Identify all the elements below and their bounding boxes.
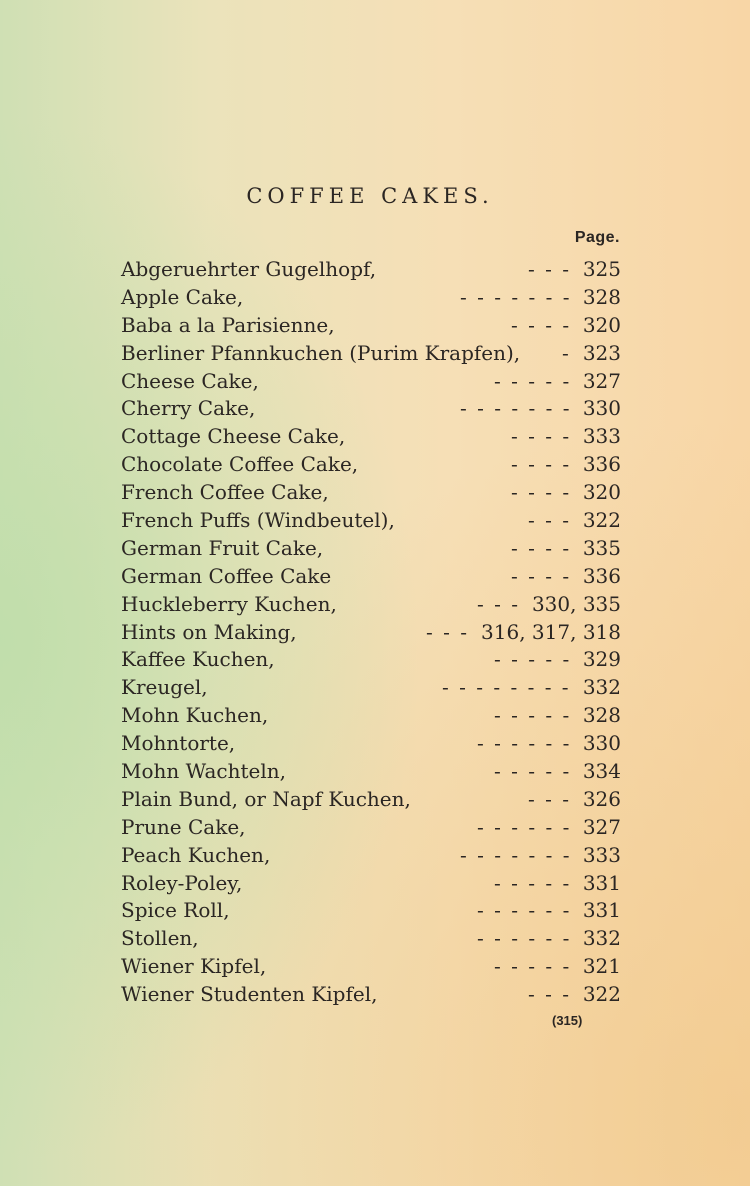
entry-page-number: 320 <box>582 312 621 337</box>
dot-leader: - - - - - <box>494 368 572 393</box>
entry-name: Cottage Cheese Cake, <box>121 424 346 449</box>
dot-leader: - - - - <box>511 452 572 477</box>
entry-page-number: 334 <box>582 759 621 784</box>
index-entry <box>121 953 621 981</box>
entry-name: Cherry Cake, <box>121 396 256 421</box>
entry-page-number: 336 <box>582 452 621 477</box>
entry-page-number: 327 <box>582 814 621 839</box>
index-entry <box>121 730 621 758</box>
index-entry <box>121 870 621 898</box>
entry-name: French Coffee Cake, <box>121 480 329 505</box>
entry-name: Berliner Pfannkuchen (Purim Krapfen), <box>121 340 521 365</box>
entry-name: Mohntorte, <box>121 731 236 756</box>
dot-leader: - - - - <box>511 563 572 588</box>
entry-page-number: 323 <box>582 340 621 365</box>
entry-name: German Coffee Cake <box>121 563 332 588</box>
entry-page-number: 326 <box>582 786 621 811</box>
entry-page-number: 331 <box>582 870 621 895</box>
dot-leader: - - - - <box>511 424 572 449</box>
entry-name: Roley-Poley, <box>121 870 243 895</box>
dot-leader: - - - - <box>511 535 572 560</box>
section-title: COFFEE CAKES. <box>246 184 494 208</box>
index-entry <box>121 563 621 591</box>
dot-leader: - - - - - - - <box>460 284 572 309</box>
entry-name: German Fruit Cake, <box>121 535 324 560</box>
entry-name: Hints on Making, <box>121 619 297 644</box>
entry-page-number: 333 <box>582 424 621 449</box>
entry-page-number: 332 <box>582 675 621 700</box>
index-entry <box>121 256 621 284</box>
index-entry <box>121 479 621 507</box>
dot-leader: - - - <box>477 591 520 616</box>
index-entry <box>121 646 621 674</box>
dot-leader: - - - - - - <box>477 926 572 951</box>
dot-leader: - - - <box>426 619 469 644</box>
index-entry <box>121 368 621 396</box>
entry-page-number: 335 <box>582 535 621 560</box>
dot-leader: - - - - - <box>494 647 572 672</box>
dot-leader: - - - - - <box>494 759 572 784</box>
index-entry <box>121 897 621 925</box>
index-entry <box>121 925 621 953</box>
entry-page-number: 329 <box>582 647 621 672</box>
entry-name: Mohn Wachteln, <box>121 759 286 784</box>
dot-leader: - - - - - - <box>477 814 572 839</box>
dot-leader: - - - - - - <box>477 898 572 923</box>
entry-page-number: 336 <box>582 563 621 588</box>
entry-page-number: 325 <box>582 257 621 281</box>
entry-page-number: 331 <box>582 898 621 923</box>
dot-leader: - - - - - <box>494 703 572 728</box>
entry-name: Peach Kuchen, <box>121 842 271 867</box>
index-entry <box>121 619 621 647</box>
entry-name: Mohn Kuchen, <box>121 703 269 728</box>
dot-leader: - - - <box>528 786 571 811</box>
entry-name: Spice Roll, <box>121 898 230 923</box>
entry-page-number: 321 <box>582 954 621 979</box>
entry-name: Wiener Studenten Kipfel, <box>121 982 378 1007</box>
entry-name: Kaffee Kuchen, <box>121 647 275 672</box>
entry-name: Abgeruehrter Gugelhopf, <box>121 257 377 281</box>
dot-leader: - - - - - <box>494 954 572 979</box>
index-entry <box>121 814 621 842</box>
index-entry <box>121 758 621 786</box>
entry-page-number: 330 <box>582 731 621 756</box>
entry-page-number: 320 <box>582 480 621 505</box>
dot-leader: - - - - - - - - <box>442 675 571 700</box>
dot-leader: - - - <box>528 982 571 1007</box>
page-number: (315) <box>552 1013 583 1028</box>
dot-leader: - <box>562 340 571 365</box>
entry-name: Prune Cake, <box>121 814 246 839</box>
index-entry <box>121 702 621 730</box>
dot-leader: - - - - - - - <box>460 842 572 867</box>
index-entry <box>121 507 621 535</box>
index-entry <box>121 284 621 312</box>
index-entry <box>121 340 621 368</box>
index-entry <box>121 842 621 870</box>
index-entry <box>121 786 621 814</box>
entry-page-number: 328 <box>582 284 621 309</box>
index-entry <box>121 451 621 479</box>
entry-name: Baba a la Parisienne, <box>121 312 335 337</box>
entry-page-number: 333 <box>582 842 621 867</box>
index-entry <box>121 312 621 340</box>
entry-page-number: 322 <box>582 982 621 1007</box>
entry-page-number: 322 <box>582 508 621 533</box>
dot-leader: - - - - <box>511 312 572 337</box>
index-entry <box>121 395 621 423</box>
dot-leader: - - - - - - <box>477 731 572 756</box>
entry-name: Kreugel, <box>121 675 208 700</box>
entry-page-number: 327 <box>582 368 621 393</box>
entry-name: Cheese Cake, <box>121 368 259 393</box>
dot-leader: - - - - - - - <box>460 396 572 421</box>
entry-page-number: 332 <box>582 926 621 951</box>
entry-name: French Puffs (Windbeutel), <box>121 508 395 533</box>
index-list <box>121 256 621 1009</box>
entry-page-number: 316, 317, 318 <box>481 619 621 644</box>
dot-leader: - - - <box>528 508 571 533</box>
entry-name: Stollen, <box>121 926 199 951</box>
page-column-header: Page. <box>574 229 620 246</box>
entry-page-number: 328 <box>582 703 621 728</box>
entry-name: Chocolate Coffee Cake, <box>121 452 359 477</box>
entry-name: Wiener Kipfel, <box>121 954 267 979</box>
index-entry <box>121 591 621 619</box>
dot-leader: - - - <box>528 257 571 281</box>
dot-leader: - - - - - <box>494 870 572 895</box>
index-entry <box>121 423 621 451</box>
index-entry <box>121 674 621 702</box>
entry-page-number: 330 <box>582 396 621 421</box>
entry-page-number: 330, 335 <box>531 591 621 616</box>
index-entry <box>121 535 621 563</box>
entry-name: Apple Cake, <box>121 284 244 309</box>
index-entry <box>121 981 621 1009</box>
dot-leader: - - - - <box>511 480 572 505</box>
entry-name: Huckleberry Kuchen, <box>121 591 337 616</box>
entry-name: Plain Bund, or Napf Kuchen, <box>121 786 411 811</box>
